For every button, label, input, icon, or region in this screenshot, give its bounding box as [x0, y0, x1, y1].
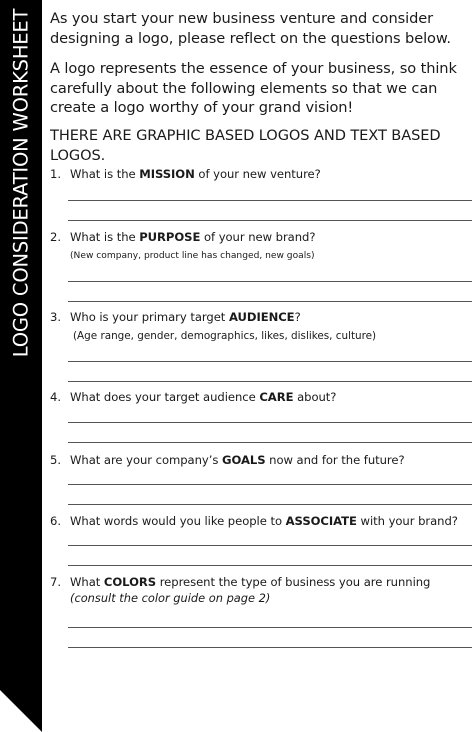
answer-line[interactable]	[68, 381, 472, 382]
question-5	[50, 452, 472, 468]
question-1	[50, 166, 472, 182]
question-note: (consult the color guide on page 2)	[70, 591, 271, 605]
question-text: 2. What is the PURPOSE of your new brand?	[50, 230, 316, 244]
answer-line[interactable]	[68, 545, 472, 546]
answer-line[interactable]	[68, 442, 472, 443]
intro-heading: THERE ARE GRAPHIC BASED LOGOS AND TEXT BASED LOGOS.	[50, 127, 441, 164]
answer-line[interactable]	[68, 200, 472, 201]
answer-line[interactable]	[68, 565, 472, 566]
question-keyword: PURPOSE	[139, 230, 201, 244]
question-number: 1.	[50, 167, 61, 181]
worksheet-title: LOGO CONSIDERATION WORKSHEET	[9, 8, 33, 358]
question-text: 3. Who is your primary target AUDIENCE?	[50, 310, 301, 324]
answer-line[interactable]	[68, 484, 472, 485]
question-text: 7. What COLORS represent the type of business you are running	[50, 575, 431, 589]
answer-line[interactable]	[68, 361, 472, 362]
question-note: (New company, product line has changed, new goals)	[70, 251, 315, 261]
question-3	[50, 309, 472, 343]
answer-line[interactable]	[68, 647, 472, 648]
answer-line[interactable]	[68, 504, 472, 505]
question-number: 7.	[50, 575, 61, 589]
question-2	[50, 229, 472, 263]
question-number: 4.	[50, 390, 61, 404]
answer-line[interactable]	[68, 422, 472, 423]
question-keyword: MISSION	[139, 167, 195, 181]
question-text: 5. What are your company’s GOALS now and for the future?	[50, 453, 405, 467]
question-7	[50, 574, 472, 606]
question-6	[50, 513, 472, 529]
question-number: 3.	[50, 310, 61, 324]
sidebar-corner-cut	[0, 690, 42, 732]
question-number: 2.	[50, 230, 61, 244]
question-keyword: GOALS	[221, 453, 266, 467]
question-note: (Age range, gender, demographics, likes, dislikes, culture)	[73, 330, 377, 342]
intro-paragraph: As you start your new business venture and consider designing a logo, please reflect on the questions below.	[50, 10, 451, 47]
question-keyword: AUDIENCE	[228, 310, 295, 324]
answer-line[interactable]	[68, 281, 472, 282]
question-text: 6. What words would you like people to ASSOCIATE with your brand?	[50, 514, 458, 528]
answer-line[interactable]	[68, 627, 472, 628]
answer-line[interactable]	[68, 301, 472, 302]
question-keyword: COLORS	[103, 575, 157, 589]
question-text: 1. What is the MISSION of your new venture?	[50, 167, 321, 181]
answer-line[interactable]	[68, 220, 472, 221]
question-number: 6.	[50, 514, 61, 528]
sidebar-band	[0, 0, 42, 732]
question-4	[50, 389, 472, 405]
question-text: 4. What does your target audience CARE about?	[50, 390, 337, 404]
question-keyword: ASSOCIATE	[285, 514, 357, 528]
question-number: 5.	[50, 453, 61, 467]
intro-paragraph: A logo represents the essence of your business, so think carefully about the following elements so that we can create a logo worthy of your grand vision!	[50, 60, 457, 116]
question-keyword: CARE	[259, 390, 294, 404]
